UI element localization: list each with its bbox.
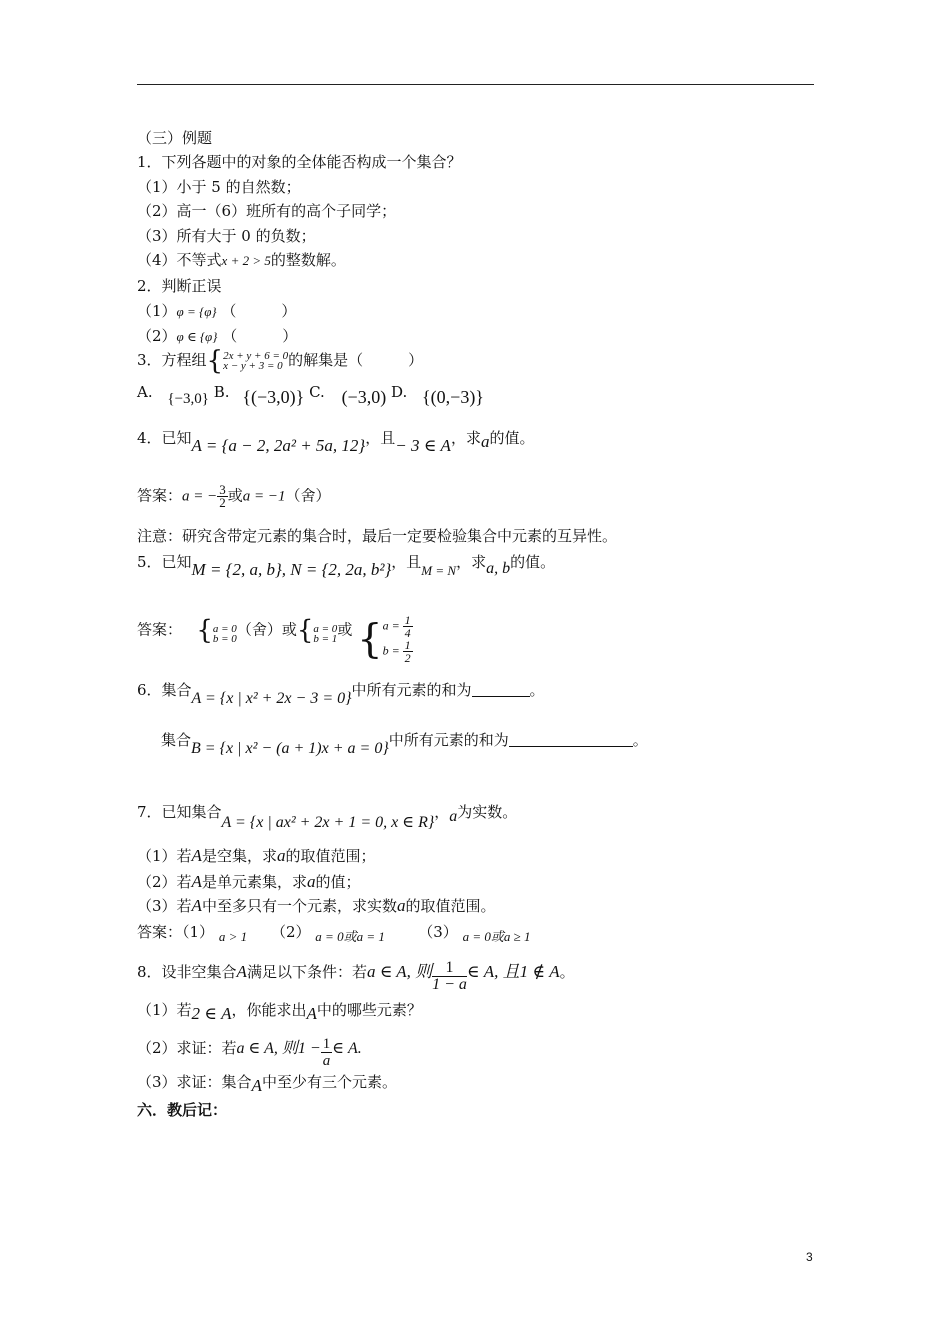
- q5-sets: M = {2, a, b}, N = {2, 2a, b²}: [191, 560, 392, 579]
- q4-condition: − 3 ∈ A: [395, 436, 451, 455]
- section-examples-heading: （三）例题: [137, 129, 213, 147]
- q8-item-1: （1）若2 ∈ A，你能求出A中的哪些元素？: [137, 1001, 422, 1023]
- q8-stem: 8．设非空集合A满足以下条件：若a ∈ A, 则 $\frac{1}{1 - a}$ ∈ A, 且1 ∉ A。: [137, 959, 575, 993]
- left-brace-icon: {: [196, 615, 213, 646]
- q1-item-3: （3）所有大于 0 的负数；: [137, 227, 316, 245]
- left-brace-icon: {: [357, 616, 383, 663]
- q5-stem: 5．已知M = {2, a, b}, N = {2, 2a, b²}，且M = N，求a, b的值。: [137, 553, 556, 579]
- q1-stem: 1．下列各题中的对象的全体能否构成一个集合？: [137, 153, 462, 171]
- option-b: {(−3,0)}: [242, 387, 305, 407]
- q1-inequality: x + 2 > 5: [221, 253, 271, 268]
- q8-item-2: （2）求证：若a ∈ A, 则1 − $\frac{1}{a}$ ∈ A.: [137, 1036, 362, 1069]
- q3-stem: 3．方程组{ 2x + y + 6 = 0 x − y + 3 = 0 的解集是（ ）: [137, 346, 424, 376]
- left-brace-icon: {: [296, 615, 314, 646]
- q7-set: A = {x | ax² + 2x + 1 = 0, x ∈ R}: [221, 814, 435, 831]
- q6-set-a: A = {x | x² + 2x − 3 = 0}: [191, 690, 352, 707]
- answer-blank[interactable]: [509, 732, 633, 747]
- header-rule: [137, 84, 814, 85]
- q7-answer: 答案：（1） a > 1 （2） a = 0或a = 1 （3） a = 0或a ≥ 1: [137, 923, 531, 944]
- q3-system: 2x + y + 6 = 0 x − y + 3 = 0: [223, 350, 289, 372]
- q4-set: A = {a − 2, 2a² + 5a, 12}: [191, 436, 366, 455]
- q7-item-3: （3）若A中至多只有一个元素，求实数a的取值范围。: [137, 896, 496, 915]
- q2-expr-1: φ = {φ}: [176, 304, 217, 319]
- answer-blank[interactable]: [472, 682, 530, 697]
- option-a: {−3,0}: [167, 391, 209, 407]
- left-brace-icon: {: [206, 346, 224, 376]
- q1-item-4: （4）不等式x + 2 > 5的整数解。: [137, 251, 346, 269]
- q1-item-2: （2）高一（6）班所有的高个子同学；: [137, 202, 397, 220]
- q7-item-1: （1）若A是空集，求a的取值范围；: [137, 846, 376, 865]
- q6-line-1: 6．集合A = {x | x² + 2x − 3 = 0}中所有元素的和为 。: [137, 681, 545, 707]
- q6-line-2: 集合B = {x | x² − (a + 1)x + a = 0}中所有元素的和为 。: [161, 731, 648, 757]
- fraction-one-over-a: $\frac{1}{a}$: [322, 1036, 331, 1069]
- q7-stem: 7．已知集合A = {x | ax² + 2x + 1 = 0, x ∈ R}，a为实数。: [137, 803, 518, 831]
- q7-item-2: （2）若A是单元素集，求a的值；: [137, 872, 361, 891]
- q5-answer: 答案： { a = 0 b = 0 （舍）或{ a = 0 b = 1 或 { a = $\frac{1}{4}$ b = $\frac{1}{2}$: [137, 613, 411, 665]
- q8-item-3: （3）求证：集合A中至少有三个元素。: [137, 1073, 397, 1095]
- q6-set-b: B = {x | x² − (a + 1)x + a = 0}: [191, 740, 389, 757]
- q4-stem: 4．已知A = {a − 2, 2a² + 5a, 12}，且− 3 ∈ A，求a的值。: [137, 429, 535, 455]
- q5-third-solution: a = $\frac{1}{4}$ b = $\frac{1}{2}$: [382, 613, 411, 665]
- note-text: 注意：研究含带定元素的集合时，最后一定要检验集合中元素的互异性。: [137, 527, 618, 545]
- option-c: (−3,0): [341, 387, 387, 407]
- option-d: {(0,−3)}: [422, 387, 484, 407]
- fraction-three-halves: $\frac{3}{2}$: [219, 482, 226, 510]
- q2-expr-2: φ ∈ {φ}: [176, 329, 218, 344]
- q3-options: A. {−3,0} B. {(−3,0)} C. (−3,0) D. {(0,−3)}: [137, 383, 484, 407]
- section-afterword-heading: 六．教后记：: [137, 1101, 228, 1119]
- q2-stem: 2．判断正误: [137, 277, 222, 295]
- fraction-one-over-one-minus-a: $\frac{1}{1 - a}$: [432, 959, 467, 993]
- q4-answer: 答案：a = − $\frac{3}{2}$ 或a = −1（舍）: [137, 482, 331, 510]
- page-number: 3: [806, 1250, 813, 1264]
- q2-item-2: （2）φ ∈ {φ} （ ）: [137, 327, 298, 345]
- q2-item-1: （1）φ = {φ} （ ）: [137, 302, 297, 320]
- q1-item-1: （1）小于 5 的自然数；: [137, 178, 301, 196]
